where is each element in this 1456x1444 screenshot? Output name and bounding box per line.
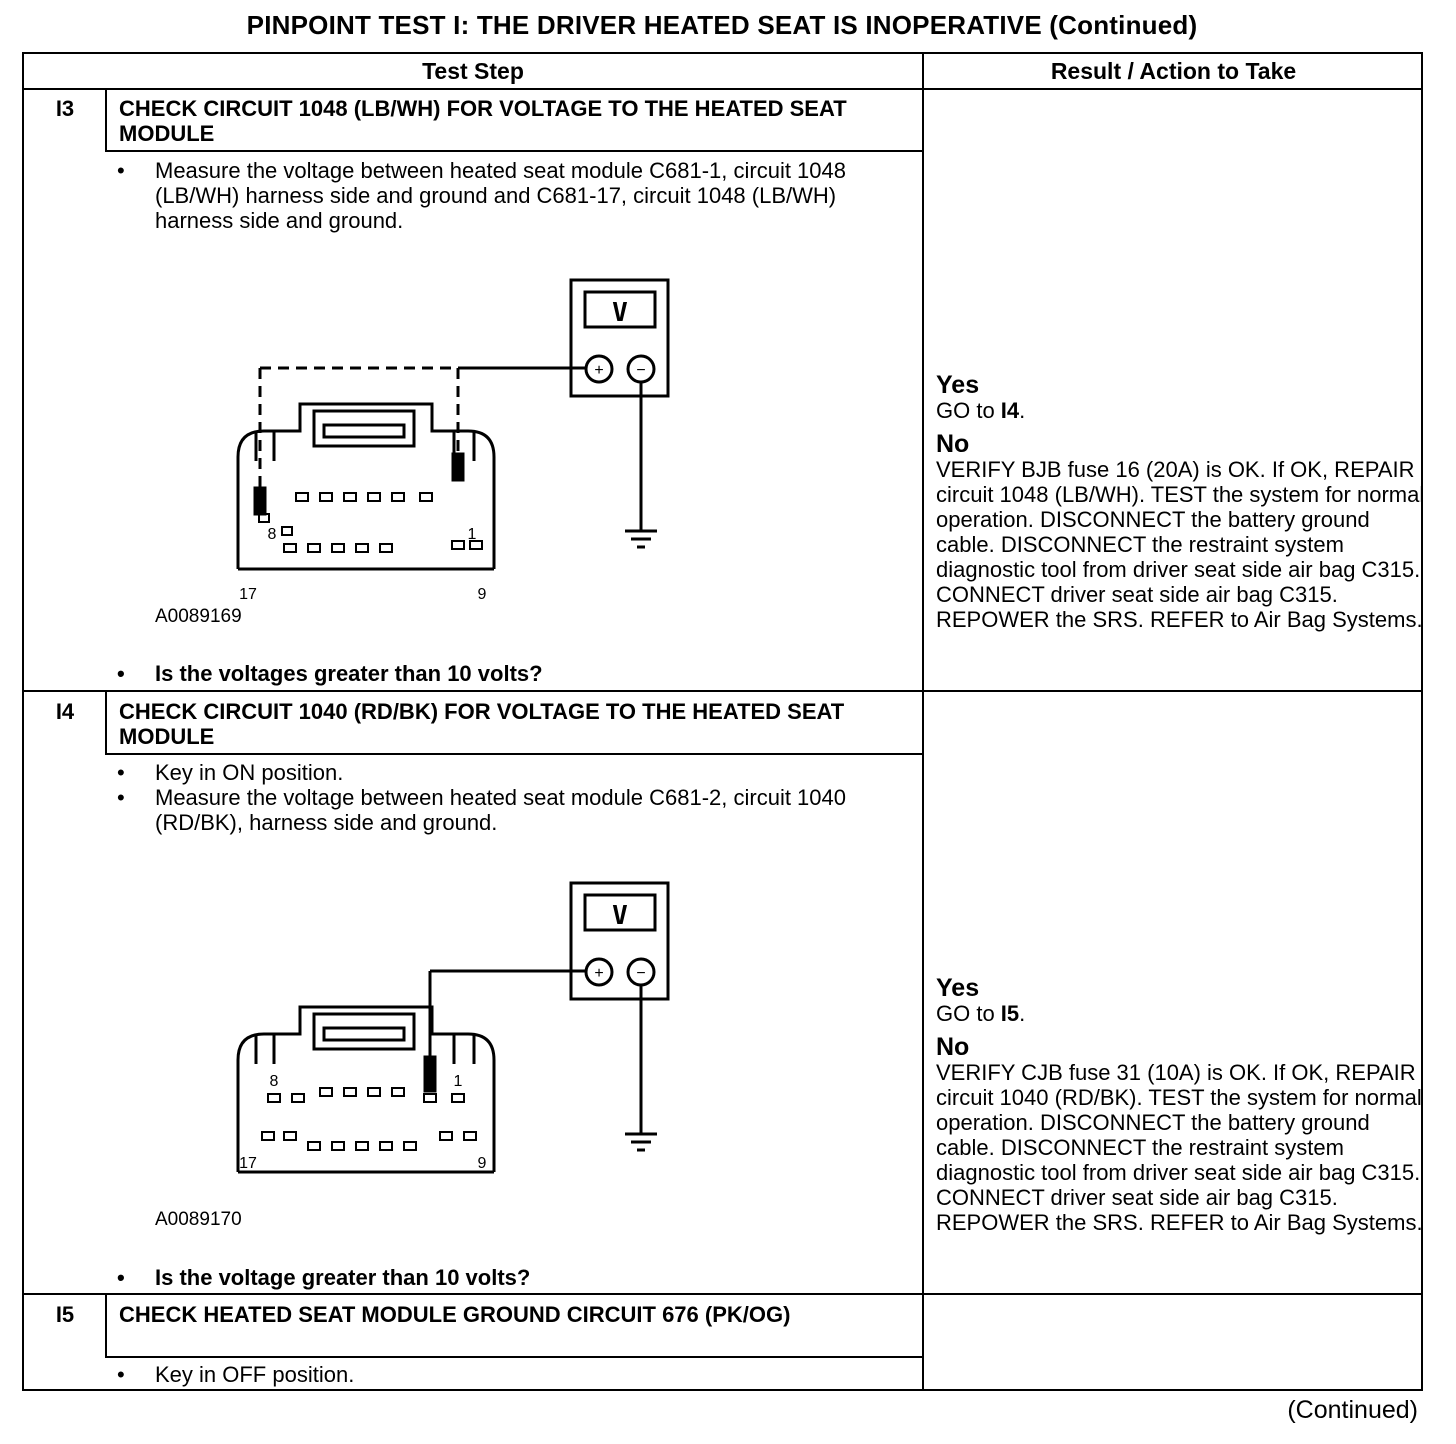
plus-label: + bbox=[594, 362, 604, 379]
pinpoint-test-table: Test Step Result / Action to Take I3 CHECK CIRCUIT 1048 (LB/WH) FOR VOLTAGE TO THE HEATED SEAT MODULE • Measure the voltage between heated seat module C681-1, circuit 1048 (LB/WH) harness side and ground and C681-17, circuit 1048 (LB/WH) harness side and ground. V + − 8 1 17 9 A0089169 • Is the voltages greater than 10 volts? Yes GO to I4. No VERIFY BJB fuse 16 (20A) is OK. If OK, REPAIR circuit 1048 (LB/WH). TEST the system for normal operation. DISCONNECT the battery ground cable. DISCONNECT the restraint system diagnostic tool from driver seat side air bag C315. CONNECT driver seat side air bag C315. REPOWER the SRS. REFER to Air Bag Systems. I4 CHECK CIRCUIT 1040 (RD/BK) FOR VOLTAGE TO THE HEATED SEAT MODULE • Key in ON position. • Measure the voltage between heated seat module C681-2, circuit 1040 (RD/BK), harness side and ground. V + − 8 1 17 9 A0089170 • Is the voltage greater than 10 volts? Yes GO to I5. No VERIFY CJB fuse 31 (10A) is OK. If OK, REPAIR circuit 1040 (RD/BK). TEST the system for normal operation. DISCONNECT the battery ground cable. DISCONNECT the restraint system diagnostic tool from driver seat side air bag C315. CONNECT driver seat side air bag C315. REPOWER the SRS. REFER to Air Bag Systems. I5 CHECK HEATED SEAT MODULE GROUND CIRCUIT 676 (PK/OG) • Key in OFF position. bbox=[22, 52, 1423, 1391]
pin-8-label: 8 bbox=[269, 1073, 279, 1090]
figure-id-i4: A0089170 bbox=[155, 1209, 242, 1230]
continued-label: (Continued) bbox=[1287, 1396, 1418, 1424]
meter-symbol: V bbox=[612, 298, 628, 328]
connector-diagram-i3 bbox=[224, 269, 684, 603]
result-i4-no-label: No bbox=[936, 1033, 970, 1061]
header-test-step: Test Step bbox=[422, 58, 524, 84]
pin-17-label: 17 bbox=[239, 586, 257, 603]
step-heading-i3: CHECK CIRCUIT 1048 (LB/WH) FOR VOLTAGE TO THE HEATED SEAT MODULE bbox=[119, 96, 847, 146]
pin-8-label: 8 bbox=[267, 526, 277, 543]
step-id-i3: I3 bbox=[55, 96, 75, 121]
pin-9-label: 9 bbox=[477, 1155, 487, 1172]
step-heading-i5: CHECK HEATED SEAT MODULE GROUND CIRCUIT 676 (PK/OG) bbox=[119, 1302, 791, 1327]
step-id-i4: I4 bbox=[55, 699, 75, 724]
result-i3 bbox=[936, 372, 1426, 632]
page-title: PINPOINT TEST I: THE DRIVER HEATED SEAT IS INOPERATIVE (Continued) bbox=[246, 10, 1198, 40]
pin-9-label: 9 bbox=[477, 586, 487, 603]
result-i3-yes-label: Yes bbox=[936, 371, 980, 399]
result-i4-no-text: VERIFY CJB fuse 31 (10A) is OK. If OK, REPAIR circuit 1040 (RD/BK). TEST the system for normal operation. DISCONNECT the battery ground cable. DISCONNECT the restraint system diagnostic tool from driver seat side air bag C315. CONNECT driver seat side air bag C315. REPOWER the SRS. REFER to Air Bag Systems. bbox=[936, 1060, 1423, 1235]
result-i3-no-text: VERIFY BJB fuse 16 (20A) is OK. If OK, REPAIR circuit 1048 (LB/WH). TEST the system for normal operation. DISCONNECT the battery ground cable. DISCONNECT the restraint system diagnostic tool from driver seat side air bag C315. CONNECT driver seat side air bag C315. REPOWER the SRS. REFER to Air Bag Systems. bbox=[936, 457, 1425, 632]
result-i3-yes-text: GO to I4. bbox=[936, 398, 1026, 423]
plus-label: + bbox=[594, 965, 604, 982]
minus-label: − bbox=[636, 965, 646, 982]
result-i4-yes-text: GO to I5. bbox=[936, 1001, 1026, 1026]
header-result: Result / Action to Take bbox=[1050, 58, 1297, 84]
step-id-i5: I5 bbox=[55, 1302, 75, 1327]
result-i4-yes-label: Yes bbox=[936, 974, 980, 1002]
result-i3-no-label: No bbox=[936, 430, 970, 458]
step-heading-i4: CHECK CIRCUIT 1040 (RD/BK) FOR VOLTAGE TO THE HEATED SEAT MODULE bbox=[119, 699, 845, 749]
figure-id-i3: A0089169 bbox=[155, 606, 242, 627]
pin-17-label: 17 bbox=[239, 1155, 257, 1172]
result-i4 bbox=[936, 975, 1426, 1235]
meter-symbol: V bbox=[612, 901, 628, 931]
minus-label: − bbox=[636, 362, 646, 379]
pin-1-label: 1 bbox=[453, 1073, 463, 1090]
connector-diagram-i4 bbox=[224, 872, 684, 1182]
pin-1-label: 1 bbox=[467, 526, 477, 543]
